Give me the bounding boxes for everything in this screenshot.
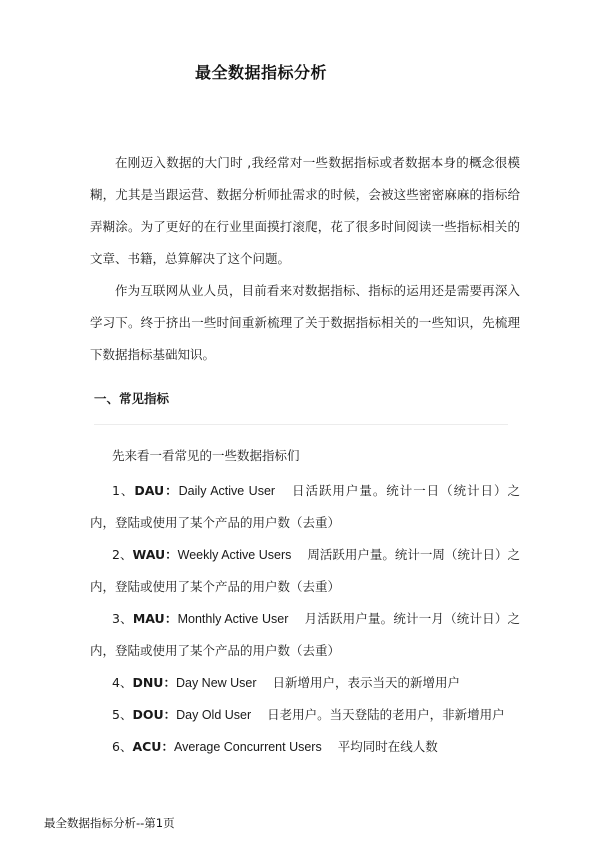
metric-full-name: Daily Active User [178,484,276,498]
metric-description: 日新增用户，表示当天的新增用户 [272,675,461,690]
metric-item-wau [90,539,520,603]
metric-abbr: MAU [132,611,165,626]
metrics-list [90,475,520,763]
metric-description: 日活跃用户量。统计一日（统计日）之内，登陆或使用了某个产品的用户数（去重） [90,483,520,530]
metric-full-name: Day Old User [176,708,252,722]
metric-abbr: DOU [132,707,164,722]
metric-full-name: Average Concurrent Users [173,740,322,754]
metric-number: 2、 [112,547,133,562]
metric-abbr: DAU [134,483,165,498]
metric-description: 平均同时在线人数 [337,739,438,754]
intro-paragraph-1: 在刚迈入数据的大门时 ,我经常对一些数据指标或者数据本身的概念很模糊，尤其是当跟运营、数据分析师扯需求的时候，会被这些密密麻麻的指标给弄糊涂。为了更好的在行业里面摸打滚爬，花了很多时间阅读一些指标相关的文章、书籍，总算解决了这个问题。 [90,155,520,266]
page-footer: 最全数据指标分析--第1页 [44,816,175,830]
metrics-intro: 先来看一看常见的一些数据指标们 [112,448,300,463]
metric-abbr: WAU [132,547,166,562]
metric-number: 5、 [112,707,133,722]
metric-number: 4、 [112,675,133,690]
metric-description: 日老用户。当天登陆的老用户，非新增用户 [267,707,505,722]
metric-full-name: Day New User [175,676,257,690]
section-heading: 一、常见指标 [94,391,170,406]
metric-item-dau [90,475,520,539]
metric-abbr: DNU [132,675,164,690]
intro-section [90,147,520,371]
metric-separator: ： [163,675,176,690]
metric-description: 月活跃用户量。统计一月（统计日）之内，登陆或使用了某个产品的用户数（去重） [90,611,520,658]
metric-description: 周活跃用户量。统计一周（统计日）之内，登陆或使用了某个产品的用户数（去重） [90,547,520,594]
metric-separator: ： [164,483,179,498]
section-divider [94,424,508,425]
metric-number: 6、 [112,739,133,754]
metric-item-mau [90,603,520,667]
metric-separator: ： [165,547,178,562]
metric-separator: ： [163,707,177,722]
intro-paragraph-2: 作为互联网从业人员，目前看来对数据指标、指标的运用还是需要再深入学习下。终于挤出一些时间重新梳理了关于数据指标相关的一些知识，先梳理下数据指标基础知识。 [90,283,520,362]
metric-separator: ： [164,611,178,626]
metric-item-dou [90,699,520,731]
metric-item-dnu [90,667,520,699]
metric-number: 1、 [112,483,135,498]
metric-separator: ： [161,739,174,754]
metric-item-acu [90,731,520,763]
metric-full-name: Weekly Active Users [177,548,292,562]
metric-abbr: ACU [132,739,162,754]
document-title: 最全数据指标分析 [195,63,328,82]
metric-full-name: Monthly Active User [177,612,289,626]
metric-number: 3、 [112,611,133,626]
